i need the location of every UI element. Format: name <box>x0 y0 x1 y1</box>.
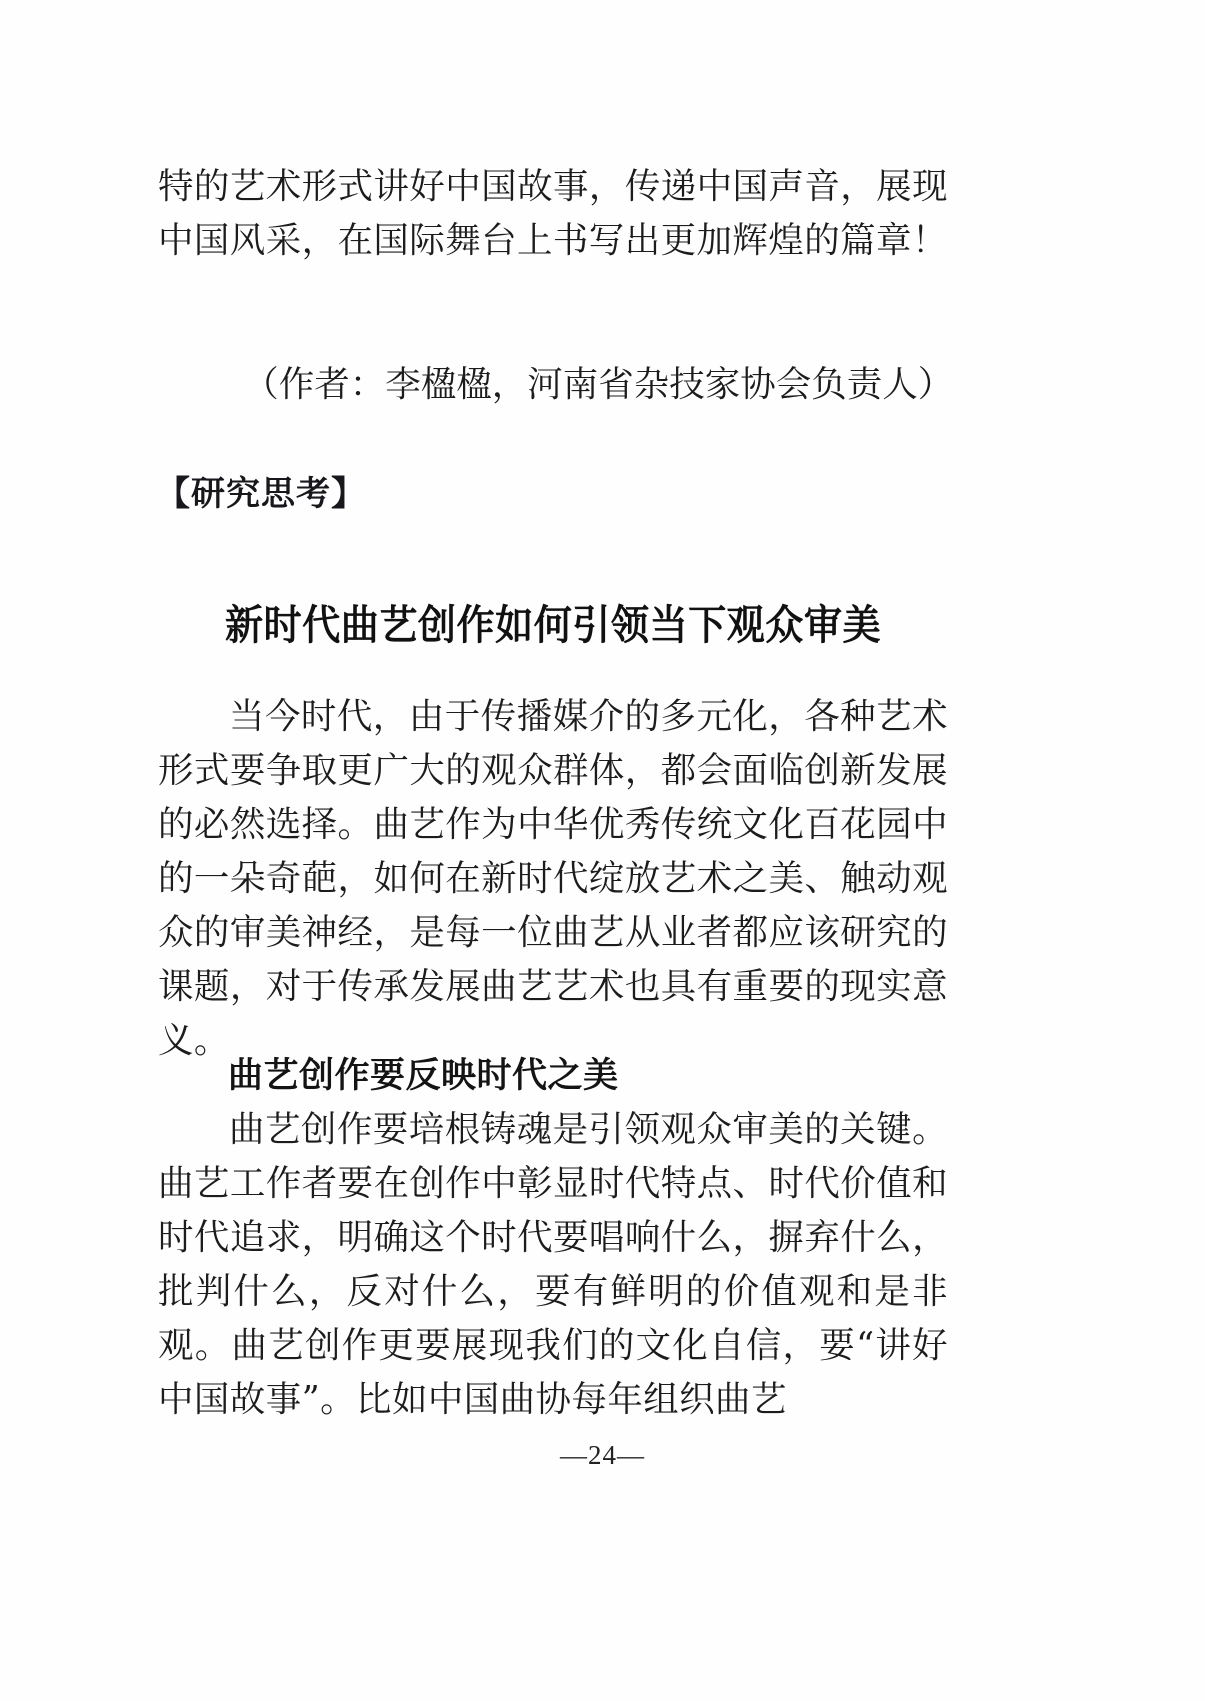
section-label: 【研究思考】 <box>156 475 366 513</box>
page-number: —24— <box>560 1440 645 1470</box>
subheading-creation-reflects-era: 曲艺创作要反映时代之美 <box>228 1056 619 1095</box>
author-attribution: （作者：李楹楹，河南省杂技家协会负责人） <box>243 363 954 405</box>
opening-paragraph: 当今时代，由于传播媒介的多元化，各种艺术形式要争取更广大的观众群体，都会面临创新发展的必然选择。曲艺作为中华优秀传统文化百花园中的一朵奇葩，如何在新时代绽放艺术之美、触动观众的审美神经，是每一位曲艺从业者都应该研究的课题，对于传承发展曲艺艺术也具有重要的现实意义。 <box>158 696 948 1061</box>
continuation-paragraph: 特的艺术形式讲好中国故事，传递中国声音，展现中国风采，在国际舞台上书写出更加辉煌的篇章！ <box>158 166 948 261</box>
subsection-paragraph: 曲艺创作要培根铸魂是引领观众审美的关键。曲艺工作者要在创作中彰显时代特点、时代价值和时代追求，明确这个时代要唱响什么，摒弃什么，批判什么，反对什么，要有鲜明的价值观和是非观。曲艺创作更要展现我们的文化自信，要“讲好中国故事”。比如中国曲协每年组织曲艺 <box>158 1109 948 1420</box>
article-title: 新时代曲艺创作如何引领当下观众审美 <box>224 601 882 650</box>
